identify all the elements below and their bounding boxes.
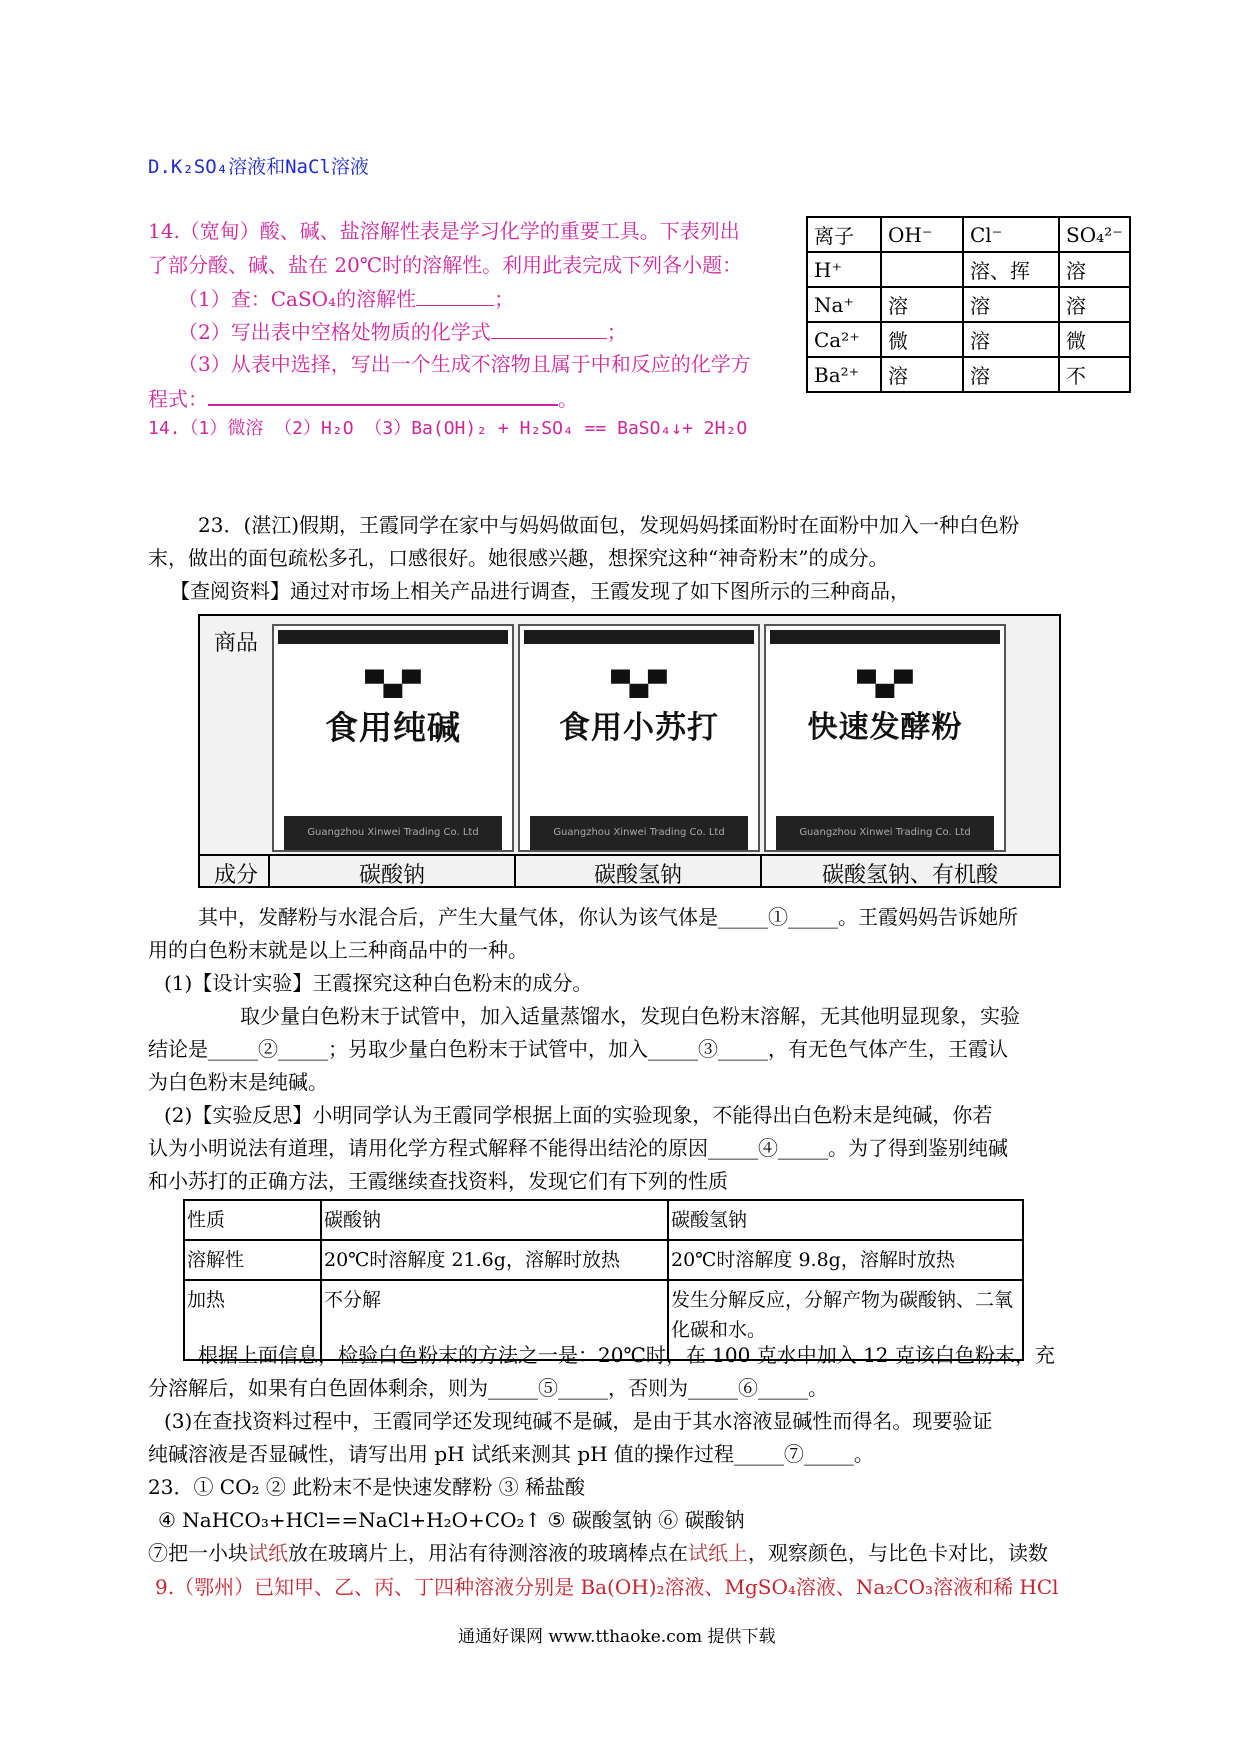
product-1-component: 碳酸钠 [358,863,425,888]
q14-answer: 14.（1）微溶 （2）H₂O （3）Ba(OH)₂ + H₂SO₄ == BaSO₄↓+ 2H₂O [148,418,748,439]
sol-cell: 溶 [1059,287,1130,322]
option-d: D.K₂SO₄溶液和NaCl溶液 [148,156,369,178]
brand-logo-icon: ▀▄▀ [611,670,667,698]
props-cell: 20℃时溶解度 21.6g，溶解时放热 [321,1240,668,1280]
sol-header-ion: 离子 [807,217,881,252]
q14-sub2: （2）写出表中空格处物质的化学式 ； [178,320,627,344]
q23-answer-2: ④ NaHCO₃+HCl==NaCl+H₂O+CO₂↑ ⑤ 碳酸氢钠 ⑥ 碳酸钠 [158,1508,745,1532]
sol-cell: Ca²⁺ [807,322,881,357]
solubility-row-na [807,287,1130,322]
sol-cell: 溶 [963,322,1059,357]
sol-cell: 微 [881,322,963,357]
q23-answer-3: ⑦把一小块试纸放在玻璃片上，用沾有待测溶液的玻璃棒点在试纸上，观察颜色，与比色卡对比，读数 [148,1541,1048,1565]
brand-logo-icon: ▀▄▀ [365,670,421,698]
props-cell: 加热 [184,1280,321,1360]
product-panel-1 [272,624,514,852]
props-row-solubility [184,1240,1023,1280]
sol-cell: 溶 [881,287,963,322]
q23-p8b: 纯碱溶液是否显碱性，请写出用 pH 试纸来测其 pH 值的操作过程_____⑦_____。 [148,1442,874,1466]
product-2-company: Guangzhou Xinwei Trading Co. Ltd [530,816,748,850]
solubility-row-ca [807,322,1130,357]
q23-p5c: 为白色粉末是纯碱。 [148,1070,328,1094]
sol-cell: H⁺ [807,252,881,287]
sol-cell: 溶 [881,357,963,392]
props-header-cell: 碳酸氢钠 [668,1200,1023,1240]
q14-line1: 14.（宽甸）酸、碱、盐溶解性表是学习化学的重要工具。下表列出 [148,219,740,243]
props-cell: 发生分解反应，分解产物为碳酸钠、二氧化碳和水。 [668,1280,1023,1360]
sol-cell: 溶 [963,357,1059,392]
props-header-row [184,1200,1023,1240]
product-3-brand: 快速发酵粉 [807,710,963,745]
solubility-header-row [807,217,1130,252]
sol-cell: 微 [1059,322,1130,357]
solubility-table [806,216,1131,393]
q23-p3a: 其中，发酵粉与水混合后，产生大量气体，你认为该气体是_____①_____。王霞妈妈告诉她所 [198,905,1018,929]
q23-p1b: 末，做出的面包疏松多孔，口感很好。她很感兴趣，想探究这种“神奇粉末”的成分。 [148,546,889,570]
props-cell: 溶解性 [184,1240,321,1280]
q23-p7b: 分溶解后，如果有白色固体剩余，则为_____⑤_____，否则为_____⑥_____。 [148,1376,828,1400]
product-panel-3 [764,624,1006,852]
product-3-company: Guangzhou Xinwei Trading Co. Ltd [776,816,994,850]
sol-header-cl: Cl⁻ [963,217,1059,252]
page-footer: 通通好课网 www.tthaoke.com 提供下载 [458,1627,776,1647]
sol-header-oh: OH⁻ [881,217,963,252]
brand-logo-icon: ▀▄▀ [857,670,913,698]
q23-p2: 【查阅资料】通过对市场上相关产品进行调查，王霞发现了如下图所示的三种商品， [170,579,910,603]
q23-p5a: 取少量白色粉末于试管中，加入适量蒸馏水，发现白色粉末溶解，无其他明显现象，实验 [240,1004,1020,1028]
q23-p5b: 结论是_____②_____；另取少量白色粉末于试管中，加入_____③_____，有无色气体产生，王霞认 [148,1037,1008,1061]
q14-sub3b: 程式： 。 [148,384,578,412]
sol-cell: Na⁺ [807,287,881,322]
q23-p4: (1)【设计实验】王霞探究这种白色粉末的成分。 [164,971,593,995]
product-2-component: 碳酸氢钠 [593,863,682,888]
product-2-brand: 食用小苏打 [559,710,719,746]
q23-p1a: 23．(湛江)假期，王霞同学在家中与妈妈做面包，发现妈妈揉面粉时在面粉中加入一种白色粉 [198,513,1020,537]
solubility-row-h [807,252,1130,287]
props-cell: 20℃时溶解度 9.8g，溶解时放热 [668,1240,1023,1280]
q14-sub3a: （3）从表中选择，写出一个生成不溶物且属于中和反应的化学方 [178,352,751,376]
q9-line: 9.（鄂州）已知甲、乙、丙、丁四种溶液分别是 Ba(OH)₂溶液、MgSO₄溶液、Na₂CO₃溶液和稀 HCl [155,1575,1059,1599]
sol-cell: 不 [1059,357,1130,392]
q23-p8a: (3)在查找资料过程中，王霞同学还发现纯碱不是碱，是由于其水溶液显碱性而得名。现要验证 [164,1409,993,1433]
sol-cell: 溶、挥 [963,252,1059,287]
figure-component-row [200,854,1059,888]
q23-answer-1: 23．① CO₂ ② 此粉末不是快速发酵粉 ③ 稀盐酸 [148,1475,585,1499]
sol-cell: 溶 [963,287,1059,322]
product-1-company: Guangzhou Xinwei Trading Co. Ltd [284,816,502,850]
figure-row-label-product: 商品 [214,631,259,656]
q14-sub1: （1）查：CaSO₄的溶解性 ； [178,287,515,311]
product-panel-2 [518,624,760,852]
figure-row-label-component: 成分 [214,863,259,888]
props-header-cell: 性质 [184,1200,321,1240]
q23-p7a: 根据上面信息，检验白色粉末的方法之一是：20℃时，在 100 克水中加入 12 克该白色粉末，充 [198,1343,1055,1367]
q23-p6a: (2)【实验反思】小明同学认为王霞同学根据上面的实验现象，不能得出白色粉末是纯碱，你若 [164,1103,993,1127]
q23-p6c: 和小苏打的正确方法，王霞继续查找资料，发现它们有下列的性质 [148,1169,728,1193]
sol-cell [881,252,963,287]
q23-p3b: 用的白色粉末就是以上三种商品中的一种。 [148,938,528,962]
sol-header-so4: SO₄²⁻ [1059,217,1130,252]
sol-cell: 溶 [1059,252,1130,287]
properties-table [183,1199,1024,1361]
q23-p6b: 认为小明说法有道理，请用化学方程式解释不能得出结沦的原因_____④_____。为了得到鉴别纯碱 [148,1136,1008,1160]
props-cell: 不分解 [321,1280,668,1360]
q14-line2: 了部分酸、碱、盐在 20℃时的溶解性。利用此表完成下列各小题： [148,253,743,277]
product-figure [198,614,1061,888]
sol-cell: Ba²⁺ [807,357,881,392]
product-1-brand: 食用纯碱 [325,708,461,747]
product-3-component: 碳酸氢钠、有机酸 [821,863,998,888]
props-header-cell: 碳酸钠 [321,1200,668,1240]
solubility-row-ba [807,357,1130,392]
